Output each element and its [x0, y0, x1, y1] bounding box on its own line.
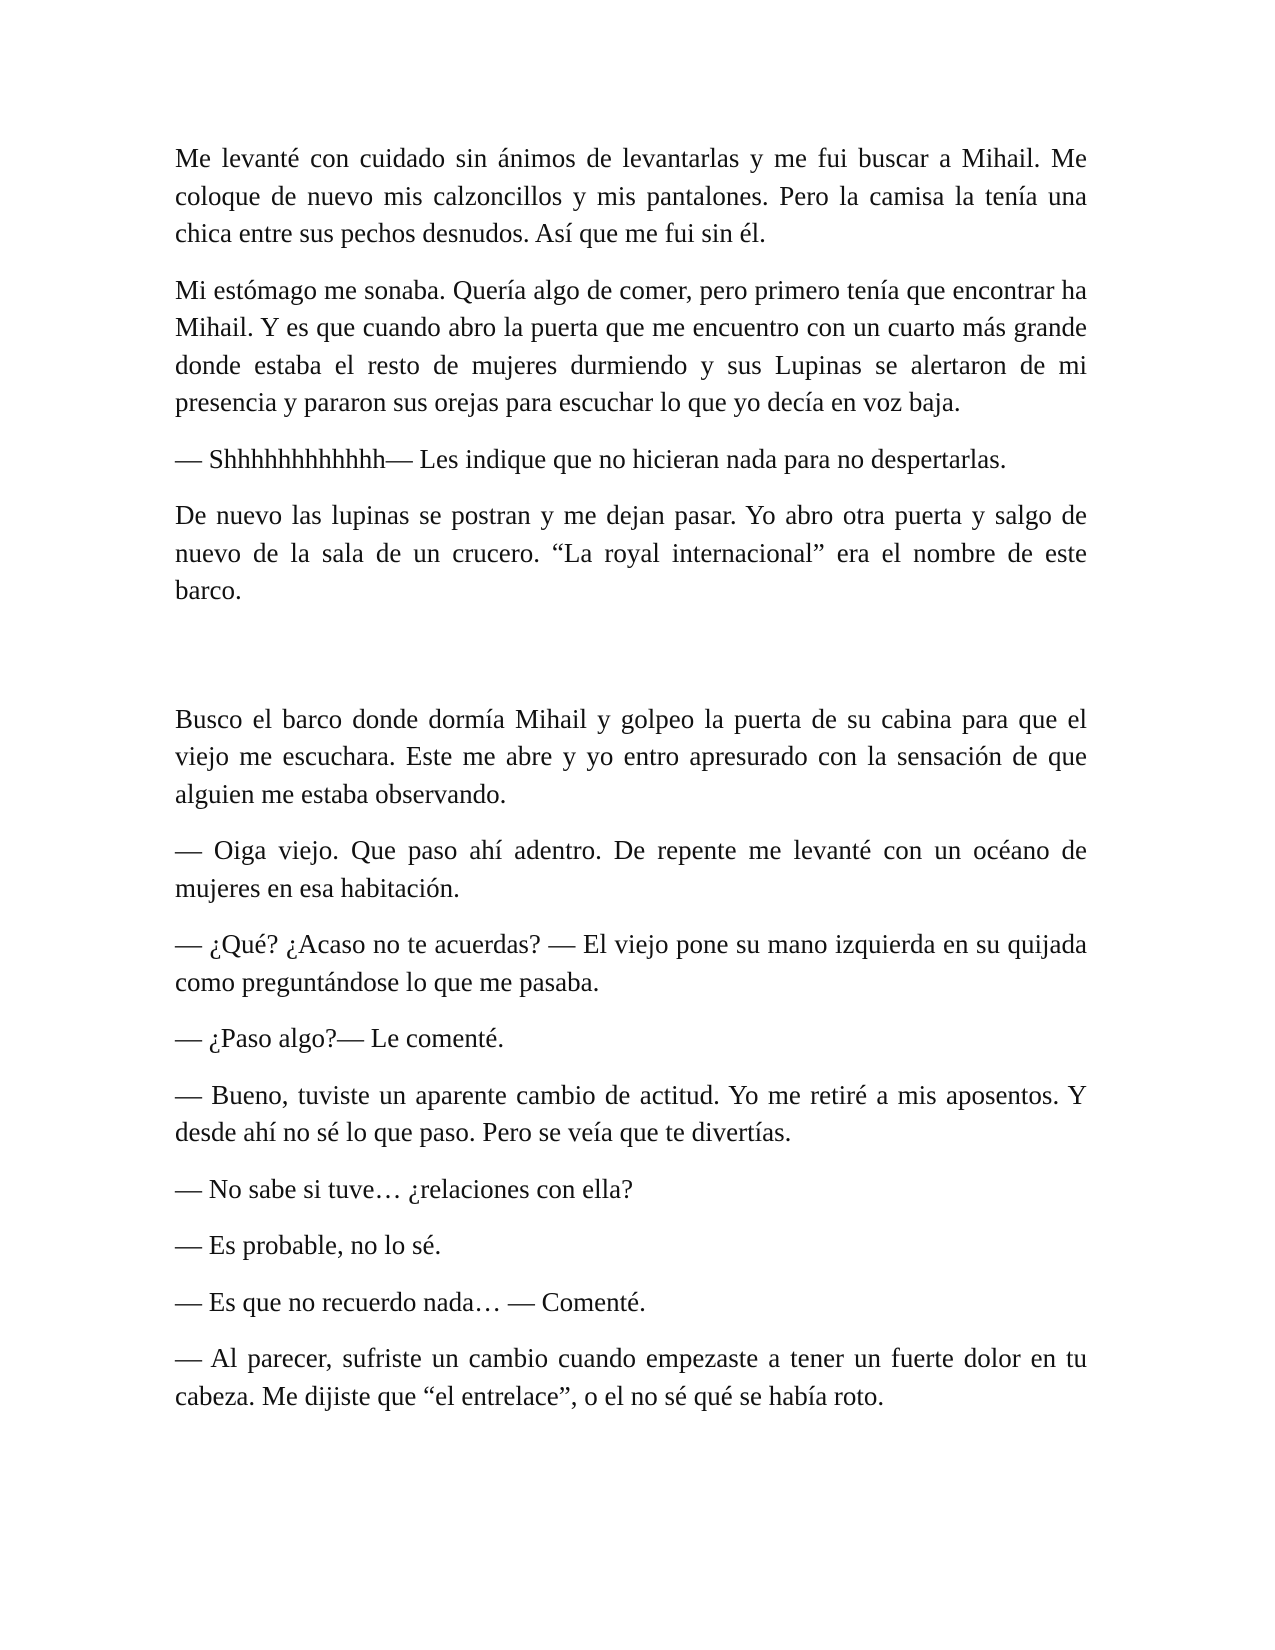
paragraph-5: Busco el barco donde dormía Mihail y golpeo la puerta de su cabina para que el viejo me escuchara. Este me abre y yo entro apresurado con la sensación de que alguien me estaba observando. — [175, 703, 1087, 809]
paragraph-1: Me levanté con cuidado sin ánimos de levantarlas y me fui buscar a Mihail. Me coloque de nuevo mis calzoncillos y mis pantalones. Pero la camisa la tenía una chica entre sus pechos desnudos. Así que me fui sin él. — [175, 143, 1087, 248]
paragraph-8: — ¿Paso algo?— Le comenté. — [175, 1023, 505, 1053]
section-gap — [175, 629, 1087, 701]
paragraph-3: — Shhhhhhhhhhhh— Les indique que no hicieran nada para no despertarlas. — [175, 443, 1007, 474]
paragraph-9: — Bueno, tuviste un aparente cambio de actitud. Yo me retiré a mis aposentos. Y desde ahí no sé lo que paso. Pero se veía que te divertías. — [175, 1079, 1087, 1147]
paragraph-12: — Es que no recuerdo nada… — Comenté. — [175, 1286, 646, 1317]
document-page — [175, 140, 1087, 1434]
paragraph-11: — Es probable, no lo sé. — [175, 1230, 442, 1260]
paragraph-2: Mi estómago me sonaba. Quería algo de comer, pero primero tenía que encontrar ha Mihail. Y es que cuando abro la puerta que me encuentro con un cuarto más grande donde estaba el resto de mujeres durmiendo y sus Lupinas se alertaron de mi presencia y pararon sus orejas para escuchar lo que yo decía en voz baja. — [175, 274, 1087, 417]
paragraph-4: De nuevo las lupinas se postran y me dejan pasar. Yo abro otra puerta y salgo de nuevo de la sala de un crucero. “La royal internacional” era el nombre de este barco. — [175, 500, 1087, 605]
paragraph-7: — ¿Qué? ¿Acaso no te acuerdas? — El viejo pone su mano izquierda en su quijada como preguntándose lo que me pasaba. — [175, 929, 1087, 997]
paragraph-6: — Oiga viejo. Que paso ahí adentro. De repente me levanté con un océano de mujeres en esa habitación. — [175, 835, 1087, 903]
paragraph-10: — No sabe si tuve… ¿relaciones con ella? — [175, 1173, 634, 1204]
paragraph-13: — Al parecer, sufriste un cambio cuando empezaste a tener un fuerte dolor en tu cabeza. Me dijiste que “el entrelace”, o el no sé qué se había roto. — [175, 1343, 1087, 1411]
